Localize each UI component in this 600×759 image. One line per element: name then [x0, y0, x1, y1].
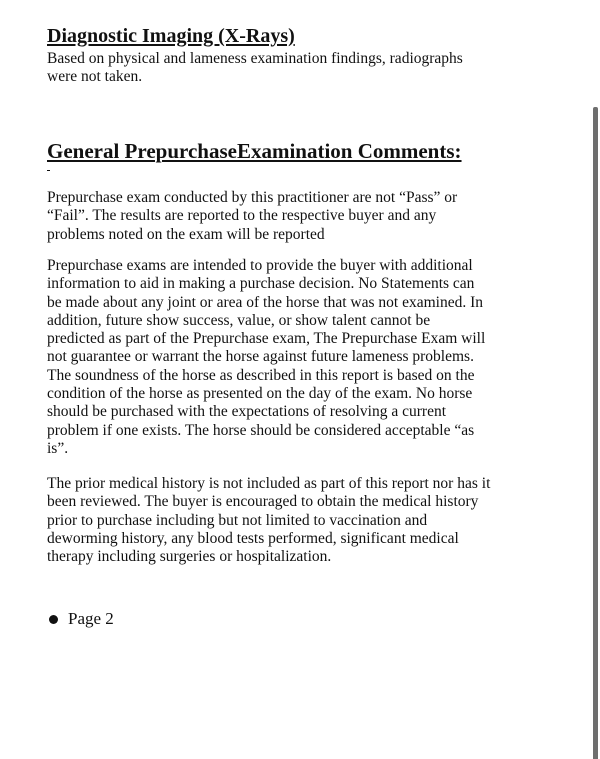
text-line: Prepurchase exam conducted by this practitioner are not “Pass” or	[47, 189, 458, 206]
text-line: is”.	[47, 439, 69, 457]
text-line: should be purchased with the expectations of resolving a current	[47, 403, 447, 421]
text-line: predicted as part of the Prepurchase exam, The Prepurchase Exam will	[47, 330, 486, 348]
text-line: The prior medical history is not included as part of this report nor has it	[47, 475, 491, 492]
vertical-scrollbar[interactable]	[590, 0, 600, 759]
page-footer	[47, 608, 114, 630]
text-line: Based on physical and lameness examination findings, radiographs	[47, 50, 463, 67]
text-line: problem if one exists. The horse should be considered acceptable “as	[47, 421, 475, 439]
paragraph-purpose	[47, 257, 485, 458]
section-heading-general-comments: General PrepurchaseExamination Comments:	[47, 139, 462, 163]
text-line: were not taken.	[47, 68, 143, 86]
text-line: therapy including surgeries or hospitalization.	[47, 548, 332, 566]
page-number: Page 2	[68, 609, 114, 628]
text-line: deworming history, any blood tests performed, significant medical	[47, 529, 459, 547]
paragraph-pass-fail	[47, 189, 457, 244]
text-line: information to aid in making a purchase decision. No Statements can	[47, 275, 475, 293]
bullet-icon	[49, 615, 58, 624]
diagnostic-imaging-text	[47, 50, 463, 87]
text-line: addition, future show success, value, or show talent cannot be	[47, 311, 431, 329]
text-line: prior to purchase including but not limited to vaccination and	[47, 511, 428, 529]
text-line: been reviewed. The buyer is encouraged to obtain the medical history	[47, 493, 479, 511]
dash-marker	[47, 170, 50, 171]
text-line: Prepurchase exams are intended to provide the buyer with additional	[47, 257, 473, 274]
scrollbar-thumb[interactable]	[593, 107, 598, 759]
text-line: not guarantee or warrant the horse against future lameness problems.	[47, 348, 474, 366]
section-heading-diagnostic-imaging: Diagnostic Imaging (X-Rays)	[47, 25, 295, 47]
text-line: The soundness of the horse as described in this report is based on the	[47, 366, 475, 384]
paragraph-medical-history	[47, 475, 490, 566]
text-line: condition of the horse as presented on the day of the exam. No horse	[47, 385, 473, 403]
text-line: “Fail”. The results are reported to the respective buyer and any	[47, 207, 437, 225]
text-line: be made about any joint or area of the horse that was not examined. In	[47, 293, 484, 311]
text-line: problems noted on the exam will be reported	[47, 225, 325, 243]
